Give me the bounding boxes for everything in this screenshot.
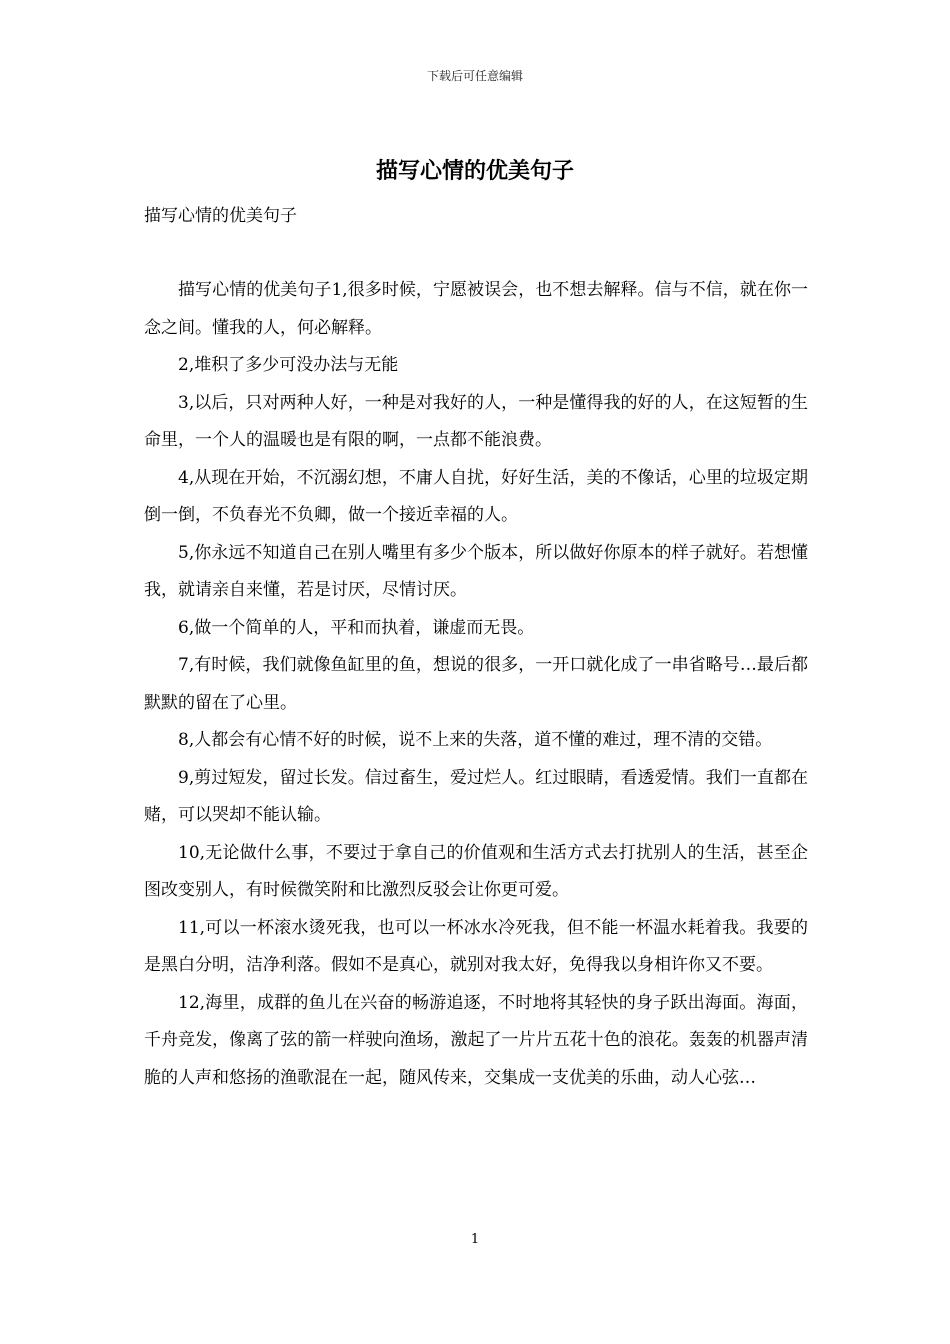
paragraph-4: 4,从现在开始，不沉溺幻想，不庸人自扰，好好生活，美的不像话，心里的垃圾定期倒一倒，不负春光不负卿，做一个接近幸福的人。 [144, 467, 808, 525]
paragraph-10: 10,无论做什么事，不要过于拿自己的价值观和生活方式去打扰别人的生活，甚至企图改变别人，有时候微笑附和比激烈反驳会让你更可爱。 [144, 842, 808, 900]
paragraph-11: 11,可以一杯滚水烫死我，也可以一杯冰水冷死我，但不能一杯温水耗着我。我要的是黑白分明，洁净利落。假如不是真心，就别对我太好，免得我以身相许你又不要。 [144, 917, 808, 975]
paragraph-2: 2,堆积了多少可没办法与无能 [178, 355, 399, 375]
document-body [144, 272, 808, 1097]
paragraph-9: 9,剪过短发，留过长发。信过畜生，爱过烂人。红过眼睛，看透爱情。我们一直都在赌，可以哭却不能认输。 [144, 767, 808, 825]
page-number: 1 [470, 1232, 480, 1247]
header-note: 下载后可任意编辑 [426, 69, 523, 83]
paragraph-3: 3,以后，只对两种人好，一种是对我好的人，一种是懂得我的好的人，在这短暂的生命里，一个人的温暖也是有限的啊，一点都不能浪费。 [144, 392, 808, 450]
paragraph-5: 5,你永远不知道自己在别人嘴里有多少个版本，所以做好你原本的样子就好。若想懂我，就请亲自来懂，若是讨厌，尽情讨厌。 [144, 542, 808, 600]
document-subtitle: 描写心情的优美句子 [144, 206, 297, 226]
paragraph-12: 12,海里，成群的鱼儿在兴奋的畅游追逐，不时地将其轻快的身子跃出海面。海面，千舟竞发，像离了弦的箭一样驶向渔场，激起了一片片五花十色的浪花。轰轰的机器声清脆的人声和悠扬的渔歌混在一起，随风传来，交集成一支优美的乐曲，动人心弦… [144, 992, 808, 1088]
paragraph-1: 描写心情的优美句子1,很多时候，宁愿被误会，也不想去解释。信与不信，就在你一念之间。懂我的人，何必解释。 [144, 280, 808, 338]
paragraph-7: 7,有时候，我们就像鱼缸里的鱼，想说的很多，一开口就化成了一串省略号…最后都默默的留在了心里。 [144, 655, 808, 713]
paragraph-8: 8,人都会有心情不好的时候，说不上来的失落，道不懂的难过，理不清的交错。 [178, 730, 773, 750]
document-title: 描写心情的优美句子 [375, 158, 574, 184]
paragraph-6: 6,做一个简单的人，平和而执着，谦虚而无畏。 [178, 617, 535, 638]
